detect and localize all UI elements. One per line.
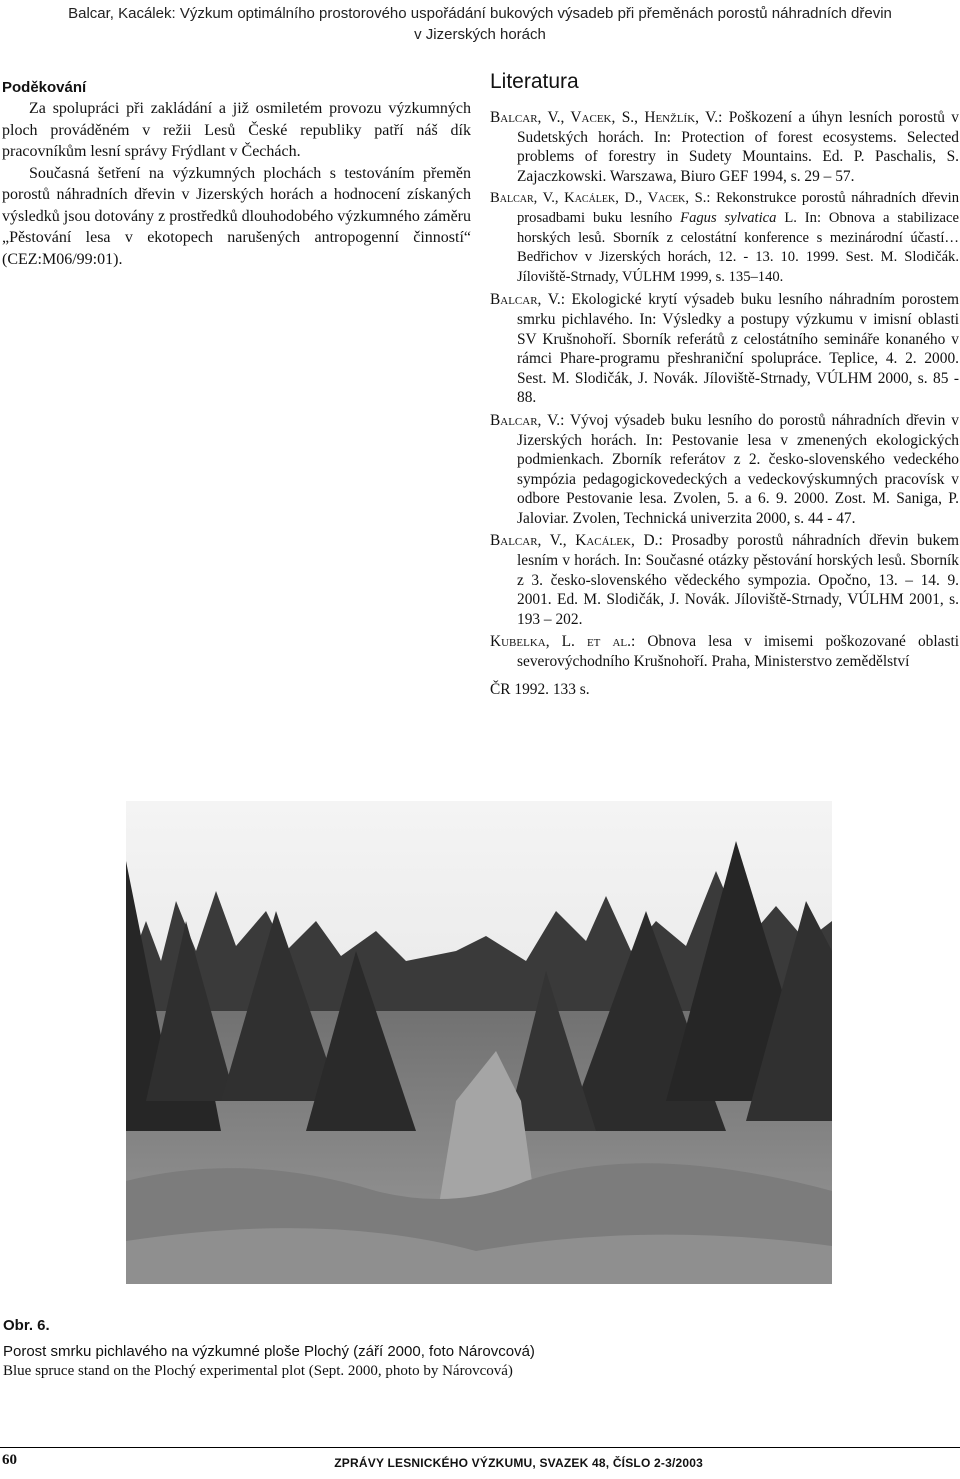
reference-item — [490, 189, 959, 287]
page-number: 60 — [2, 1452, 17, 1468]
reference-text: : Obnova lesa v imisemi poškozované oblasti severovýchodního Krušnohoří. Praha, Ministerstvo zemědělství — [517, 633, 959, 671]
reference-item — [490, 411, 959, 529]
reference-authors: Kubelka, L. et al. — [490, 633, 631, 651]
literature-heading: Literatura — [490, 70, 579, 93]
reference-item — [490, 108, 959, 186]
reference-authors: Balcar, V., Vacek, S., Henžlík, V. — [490, 109, 719, 126]
acknowledgement-paragraph-1: Za spolupráci při zakládání a již osmiletém provozu výzkumných ploch prováděném v režii Lesů České republiky patří náš dík pracovníkům lesní správy Frýdlant v Čechách. — [2, 100, 471, 160]
reference-text: : Prosadby porostů náhradních dřevin bukem lesním v horách. In: Současné otázky pěstování horských lesů. Sborník z 3. česko-slovenského vědeckého sympozia. Opočno, 13. – 14. 9. 2001. Ed. M. Slodičák, J. Novák. Jíloviště-Strnady, VÚLHM 2001, s. 193 – 202. — [517, 532, 960, 628]
figure-number: Obr. 6. — [3, 1317, 50, 1334]
reference-item — [490, 632, 959, 671]
reference-text-cont: L. In: Obnova a stabilizace horských lesů. Sborník z celostátní konference s mezinárodní účastí… Bedřichov v Jizerských horách, 12. - 13. 10. 1999. Sest. M. Slodičák. Jíloviště-Strnady, VÚLHM 1999, s. 135–140. — [517, 209, 959, 285]
reference-authors: Balcar, V., Kacálek, D. — [490, 532, 659, 550]
reference-text: : Rekonstrukce porostů náhradních dřevin prosadbami buku lesního — [517, 190, 959, 226]
reference-tail: ČR 1992. 133 s. — [490, 680, 590, 698]
reference-species: Fagus sylvatica — [680, 209, 777, 226]
acknowledgement-section — [2, 78, 471, 270]
reference-authors: Balcar, V. — [490, 291, 561, 309]
journal-title: ZPRÁVY LESNICKÉHO VÝZKUMU, SVAZEK 48, ČÍSLO 2-3/2003 — [334, 1456, 703, 1470]
reference-item — [490, 290, 959, 408]
reference-text: : Poškození a úhyn lesních porostů v Sudetských horách. In: Protection of forest ecosystems. Selected problems of forestry in Sudety Mountains. Ed. P. Paschalis, S. Zajaczkowski. Warszawa, Biuro GEF 1994, s. 29 – 57. — [517, 109, 959, 185]
reference-authors: Balcar, V. — [490, 411, 561, 429]
header-line-2: v Jizerských horách — [414, 26, 546, 43]
reference-text: : Vývoj výsadeb buku lesního do porostů náhradních dřevin v Jizerských horách. In: Pestovanie lesa v zmenených ekologických podmienkach. Zborník referátov z 2. česko-slovenského vedeckého sympózia pedagogickovedeckých a vedeckovýskumných pracovísk v odbore Pestovanie lesa. Zvolen, 5. a 6. 9. 2000. Zost. M. Saniga, P. Jaloviar. Zvolen, Technická univerzita 2000, s. 44 - 47. — [517, 411, 959, 527]
running-header — [0, 0, 960, 45]
figure-caption-english: Blue spruce stand on the Plochý experimental plot (Sept. 2000, photo by Nárovcová) — [3, 1363, 513, 1379]
spruce-stand-photo — [126, 801, 832, 1284]
figure-caption-czech: Porost smrku pichlavého na výzkumné ploše Plochý (září 2000, foto Nárovcová) — [3, 1343, 535, 1360]
reference-item — [490, 531, 959, 629]
header-line-1: Balcar, Kacálek: Výzkum optimálního prostorového uspořádání bukových výsadeb při přeměnách porostů náhradních dřevin — [68, 5, 892, 22]
reference-authors: Balcar, V., Kacálek, D., Vacek, S. — [490, 190, 707, 207]
literature-section — [490, 68, 959, 702]
reference-text: : Ekologické krytí výsadeb buku lesního náhradním porostem smrku pichlavého. In: Výsledky a postupy výzkumu v imisní oblasti SV Krušnohoří. Sborník referátů z celostátního semináře konaného v rámci Phare-programu přeshraniční spolupráce. Teplice, 4. 2. 2000. Sest. M. Slodičák, J. Novák. Jíloviště-Strnady, VÚLHM 2000, s. 85 - 88. — [517, 291, 959, 407]
acknowledgement-paragraph-2: Současná šetření na výzkumných plochách s testováním přeměn porostů náhradních dřevin v Jizerských horách a hodnocení získaných výsledků jsou dotovány z prostředků dlouhodobého výzkumného záměru „Pěstování lesa v ekotopech narušených antropogenní činností“ (CEZ:M06/99:01). — [2, 164, 471, 268]
acknowledgement-heading: Poděkování — [2, 79, 87, 96]
photo-illustration — [126, 801, 832, 1284]
figure-caption — [3, 1316, 953, 1381]
footer-rule — [0, 1447, 960, 1448]
